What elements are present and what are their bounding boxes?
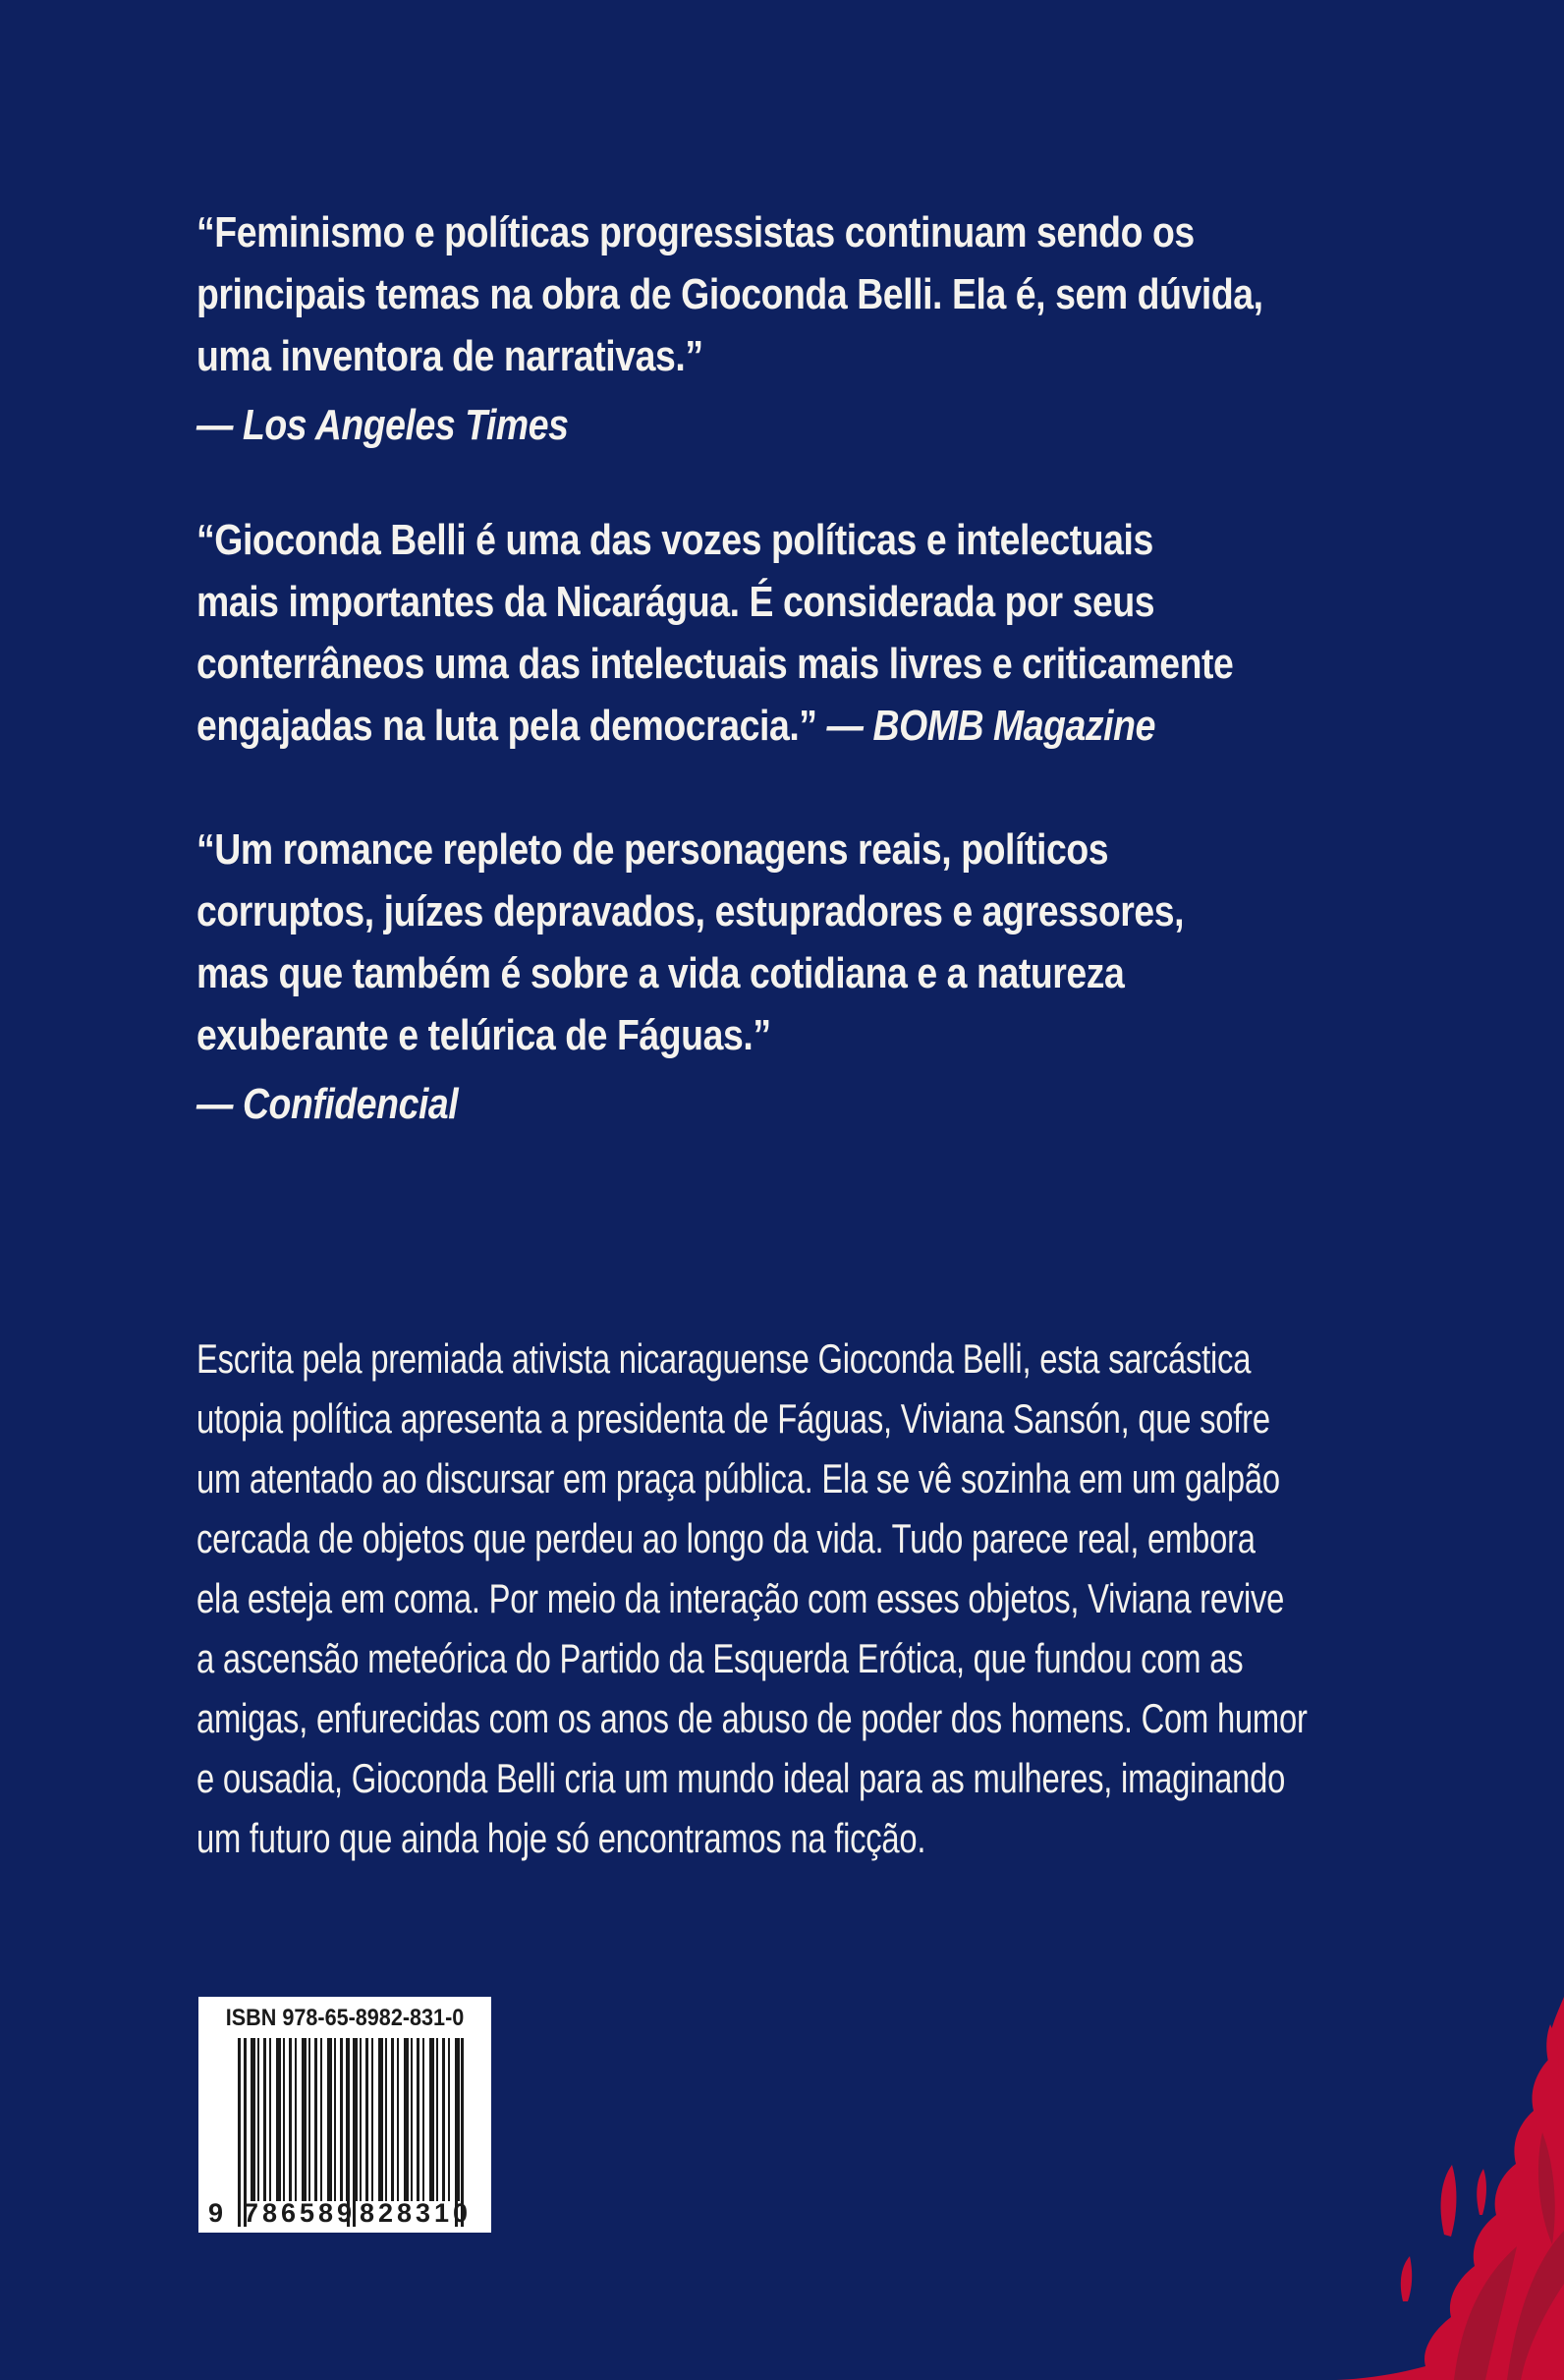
quote-last-line bbox=[196, 695, 1207, 757]
text-line: “Feminismo e políticas progressistas continuam sendo os bbox=[196, 208, 1195, 256]
quote-attribution: — BOMB Magazine bbox=[826, 702, 1155, 750]
quote-la-times bbox=[196, 201, 1385, 456]
text-line: amigas, enfurecidas com os anos de abuso de poder dos homens. Com humor bbox=[196, 1695, 1308, 1741]
isbn-label: ISBN 978-65-8982-831-0 bbox=[225, 2005, 465, 2031]
text-line: uma inventora de narrativas.” bbox=[196, 332, 703, 380]
quote-confidencial bbox=[196, 819, 1385, 1135]
red-leaves-icon bbox=[1318, 1987, 1564, 2380]
barcode-digit-group: 786589 bbox=[243, 2198, 357, 2228]
text-line: “Um romance repleto de personagens reais, políticos bbox=[196, 825, 1109, 874]
text-line: “Gioconda Belli é uma das vozes políticas e intelectuais bbox=[196, 516, 1153, 564]
quote-text bbox=[196, 201, 1263, 387]
text-line: exuberante e telúrica de Fáguas.” bbox=[196, 1011, 771, 1059]
text-line: um atentado ao discursar em praça pública. Ela se vê sozinha em um galpão bbox=[196, 1455, 1280, 1502]
barcode-bars bbox=[238, 2038, 462, 2201]
text-line: Escrita pela premiada ativista nicaraguense Gioconda Belli, esta sarcástica bbox=[196, 1335, 1252, 1382]
isbn-barcode bbox=[198, 1997, 491, 2233]
barcode-digit-group: 828310 bbox=[359, 2198, 473, 2228]
text-line: um futuro que ainda hoje só encontramos na ficção. bbox=[196, 1815, 926, 1861]
quote-attribution: — Los Angeles Times bbox=[196, 401, 569, 449]
text-line: a ascensão meteórica do Partido da Esquerda Erótica, que fundou com as bbox=[196, 1635, 1244, 1681]
quote-text bbox=[196, 509, 1234, 695]
text-line: corruptos, juízes depravados, estupradores e agressores, bbox=[196, 887, 1185, 935]
barcode-digit-first: 9 bbox=[208, 2198, 224, 2228]
synopsis-text bbox=[196, 1329, 1308, 1868]
quote-attribution: — Confidencial bbox=[196, 1080, 459, 1128]
text-line: ela esteja em coma. Por meio da interação com esses objetos, Viviana revive bbox=[196, 1575, 1285, 1621]
text-line: e ousadia, Gioconda Belli cria um mundo ideal para as mulheres, imaginando bbox=[196, 1755, 1286, 1801]
synopsis bbox=[196, 1329, 1385, 1868]
quote-text bbox=[196, 819, 1207, 1066]
text-line: utopia política apresenta a presidenta de Fáguas, Viviana Sansón, que sofre bbox=[196, 1395, 1270, 1442]
text-line: conterrâneos uma das intelectuais mais livres e criticamente bbox=[196, 640, 1234, 688]
quote-bomb-magazine bbox=[196, 509, 1385, 757]
text-line: mais importantes da Nicarágua. É considerada por seus bbox=[196, 578, 1155, 626]
text-line: principais temas na obra de Gioconda Belli. Ela é, sem dúvida, bbox=[196, 270, 1263, 318]
text-line: mas que também é sobre a vida cotidiana e a natureza bbox=[196, 949, 1125, 997]
text-line: cercada de objetos que perdeu ao longo da vida. Tudo parece real, embora bbox=[196, 1515, 1256, 1561]
barcode-digits bbox=[208, 2199, 474, 2229]
quote-text-end: engajadas na luta pela democracia.” bbox=[196, 702, 827, 750]
